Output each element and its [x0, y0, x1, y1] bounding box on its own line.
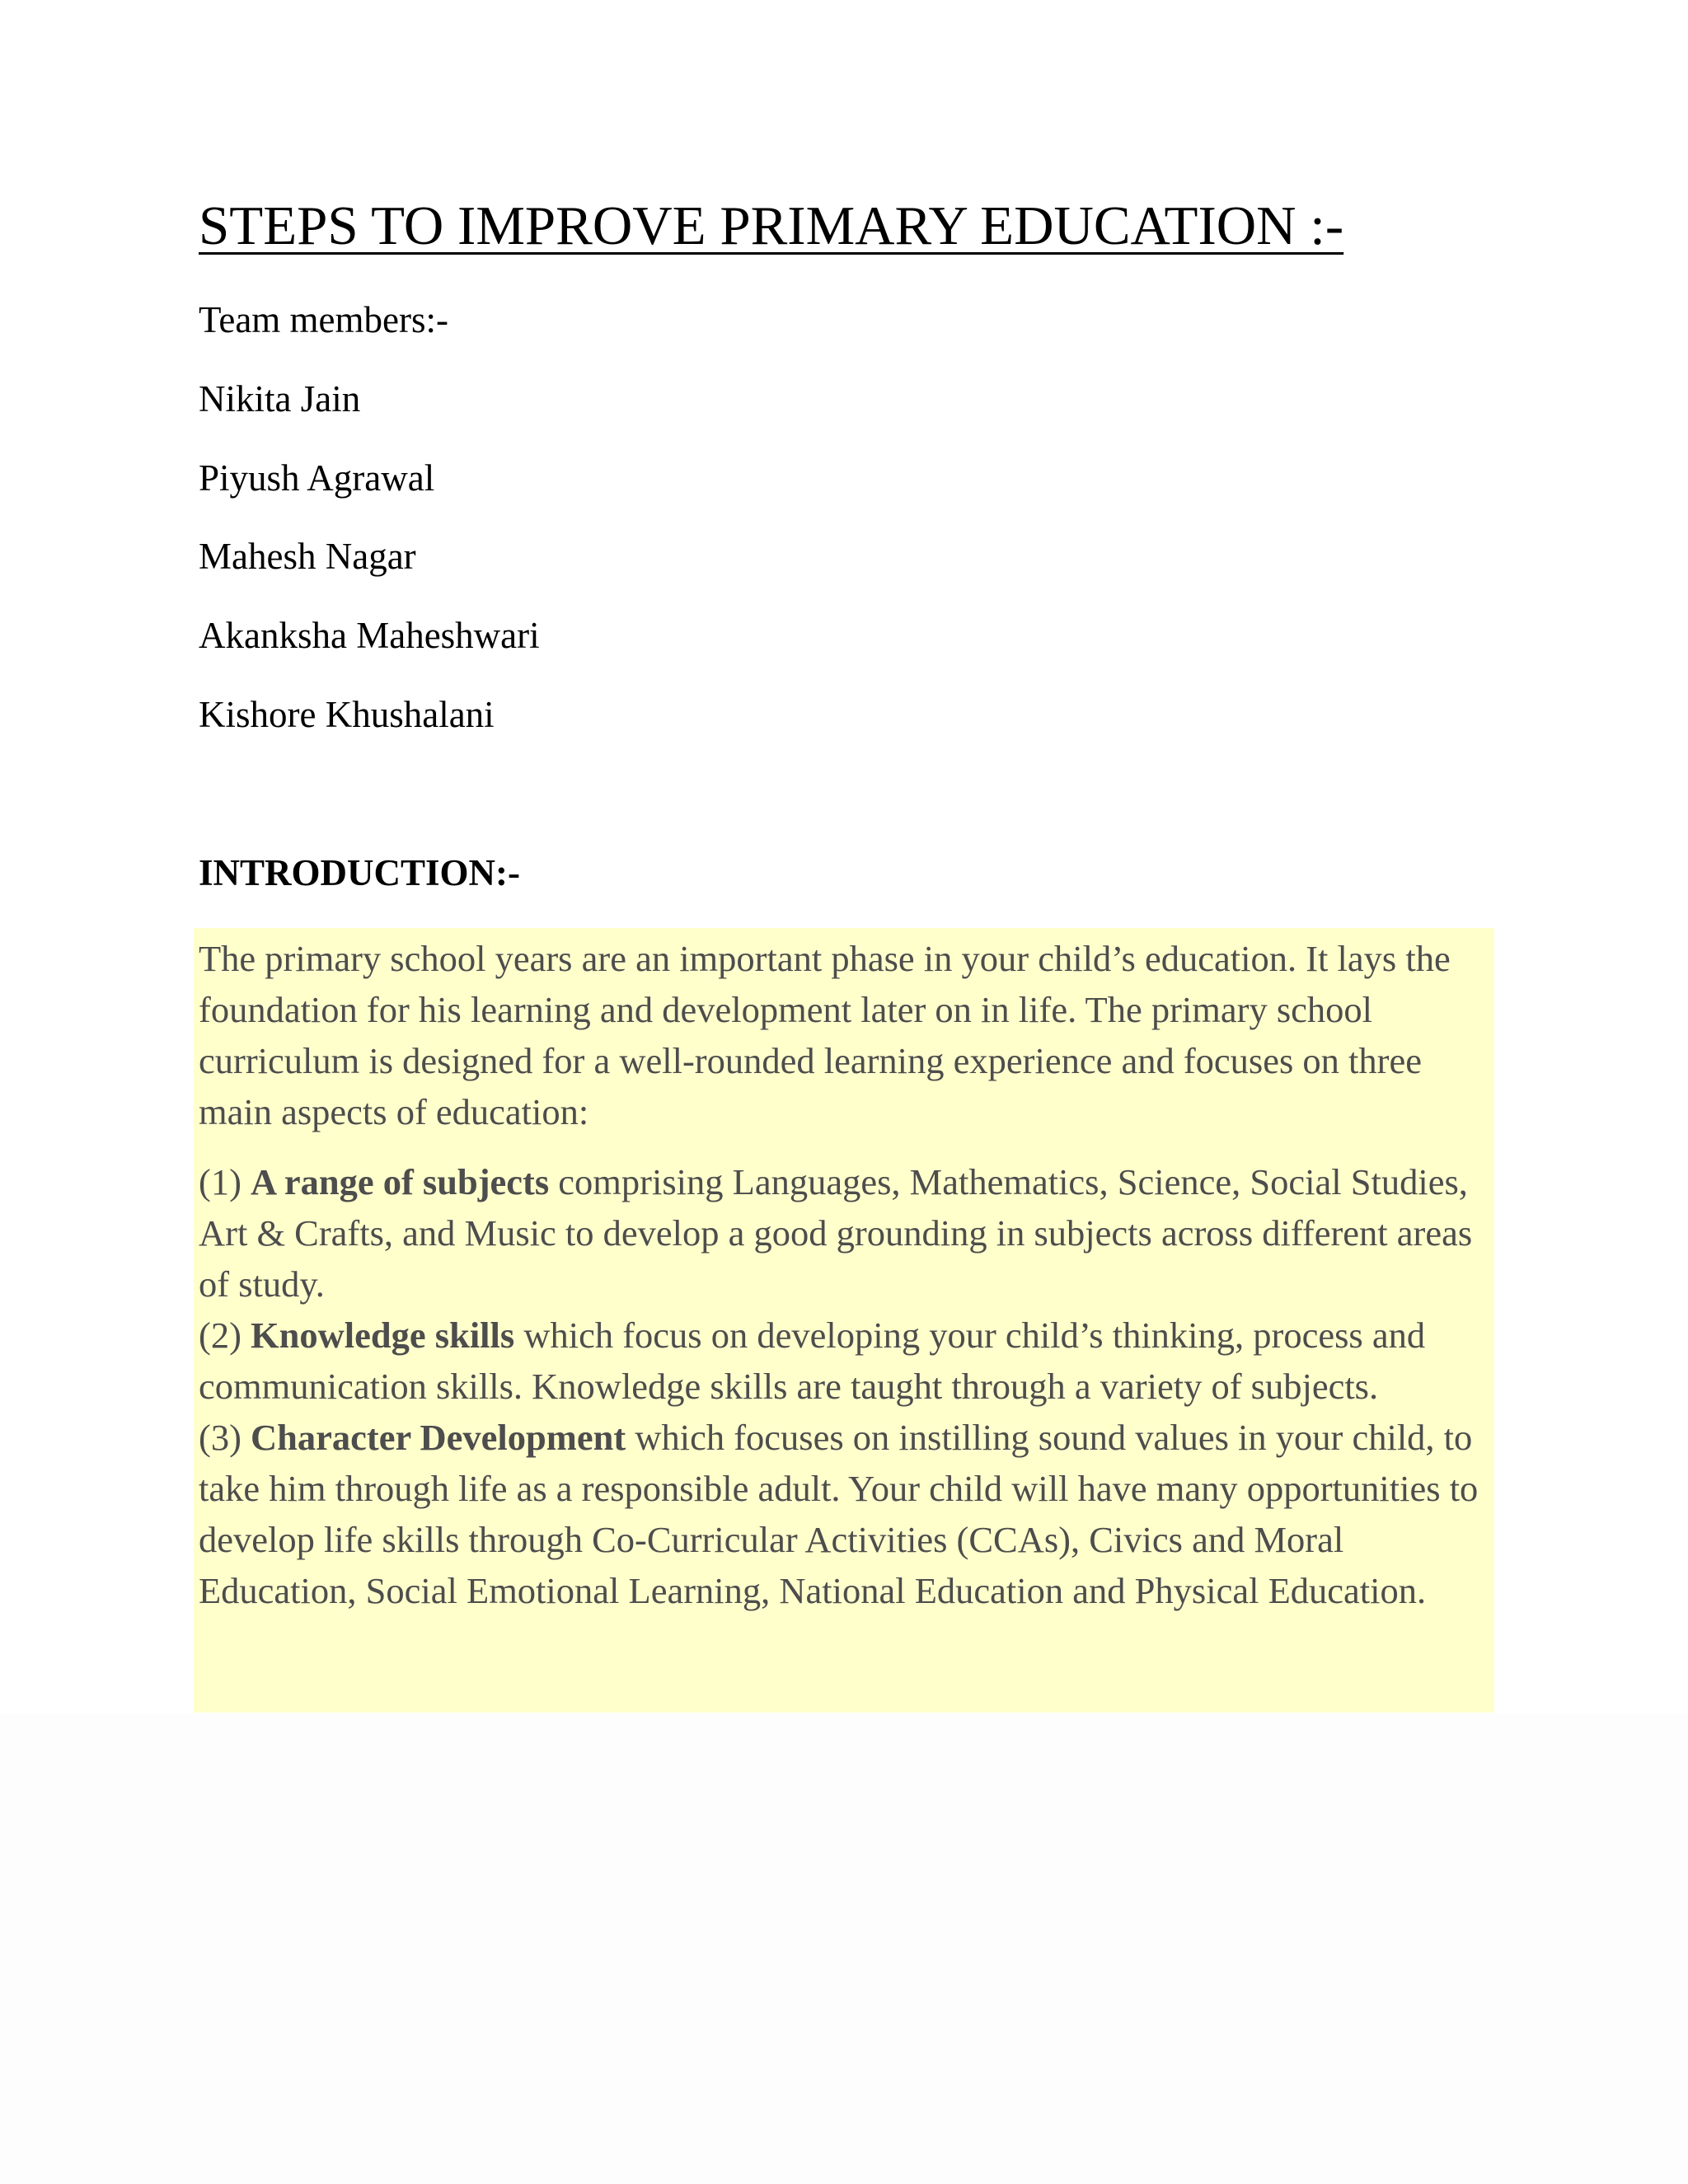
introduction-heading: INTRODUCTION:-: [199, 852, 521, 893]
aspect-title: A range of subjects: [251, 1161, 550, 1202]
aspect-number: (3): [199, 1417, 241, 1458]
page-lower-area: [0, 1714, 1688, 2184]
aspect-description: comprising Languages, Mathematics, Science, Social Studies, Art & Crafts, and Music to develop a good grounding in subjects across different areas of study.: [199, 1161, 1473, 1305]
team-member: Kishore Khushalani: [199, 694, 495, 735]
team-member: Piyush Agrawal: [199, 457, 435, 499]
aspect-item: [199, 1412, 1493, 1616]
team-members-label: Team members:-: [199, 299, 448, 340]
aspect-description: which focus on developing your child’s thinking, process and communication skills. Knowledge skills are taught through a variety of subjects.: [199, 1315, 1426, 1407]
aspect-item: [199, 1156, 1493, 1310]
introduction-body: [199, 933, 1493, 1616]
aspect-item: [199, 1310, 1493, 1412]
aspect-description: which focuses on instilling sound values in your child, to take him through life as a responsible adult. Your child will have many opportunities to develop life skills through Co-Curricular Activities (CCAs), Civics and Moral Education, Social Emotional Learning, National Education and Physical Education.: [199, 1417, 1479, 1611]
aspect-number: (2): [199, 1315, 241, 1356]
team-member: Akanksha Maheshwari: [199, 615, 540, 656]
introduction-paragraph: The primary school years are an important phase in your child’s education. It lays the foundation for his learning and development later on in life. The primary school curriculum is designed for a well-rounded learning experience and focuses on three main aspects of education:: [199, 938, 1451, 1132]
aspect-title: Knowledge skills: [251, 1315, 515, 1356]
team-member: Mahesh Nagar: [199, 536, 416, 577]
aspect-title: Character Development: [251, 1417, 626, 1458]
aspect-number: (1): [199, 1161, 241, 1202]
team-member: Nikita Jain: [199, 378, 361, 419]
document-title: STEPS TO IMPROVE PRIMARY EDUCATION :-: [199, 195, 1344, 256]
